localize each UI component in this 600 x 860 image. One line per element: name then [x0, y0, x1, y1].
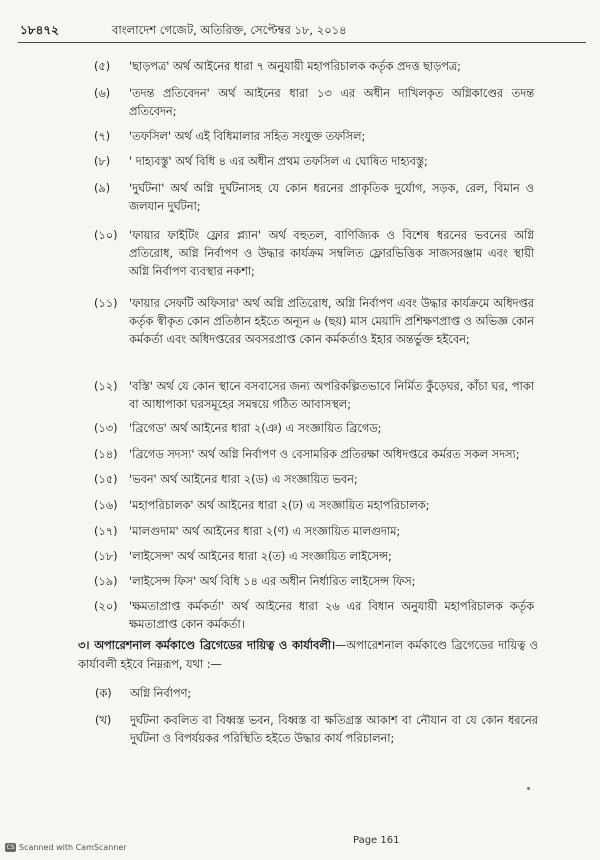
definition-number: (১৫): [94, 473, 118, 486]
definition-text: 'দুর্ঘটনা' অর্থ অগ্নি দুর্ঘটনাসহ যে কোন ধরনের প্রাকৃতিক দুর্যোগ, সড়ক, রেল, বিমান ও জলযান দুর্ঘটনা;: [129, 182, 534, 213]
definition-text: 'ফায়ার ফাইটিং ফ্লোর প্ল্যান' অর্থ বহুতল, বাণিজ্যিক ও বিশেষ ধরনের ভবনের অগ্নি প্রতিরোধ, অগ্নি নির্বাপণ ও উদ্ধার কার্যক্রম সম্বলিত ফ্লোরভিত্তিক সাজসরঞ্জাম এবং স্থায়ী অগ্নি নির্বাপণ ব্যবস্থার নকশা;: [129, 229, 534, 278]
definition-number: (৬): [94, 87, 111, 100]
definition-text: 'ভবন' অর্থ আইনের ধারা ২(ড) এ সংজ্ঞায়িত ভবন;: [129, 473, 358, 486]
page-header: [0, 20, 600, 42]
definition-text: 'তদন্ত প্রতিবেদন' অর্থ আইনের ধারা ১৩ এর অধীন দাখিলকৃত অগ্নিকাণ্ডের তদন্ত প্রতিবেদন;: [129, 87, 534, 118]
definition-number: (২০): [94, 600, 118, 613]
definition-text: 'লাইসেন্স' অর্থ আইনের ধারা ২(ত) এ সংজ্ঞায়িত লাইসেন্স;: [129, 550, 392, 563]
definition-number: (১৬): [94, 499, 118, 512]
section-item-number: (ক): [95, 687, 112, 700]
definition-text: 'বস্তি' অর্থ যে কোন স্থানে বসবাসের জন্য অপরিকল্পিতভাবে নির্মিত কুঁড়েঘর, কাঁচা ঘর, পাকা বা আধাপাকা ঘরসমূহের সমন্বয়ে গঠিত আবাসস্থল;: [129, 380, 534, 411]
definition-text: 'ব্রিগেড' অর্থ আইনের ধারা ২(ঞ) এ সংজ্ঞায়িত ব্রিগেড;: [129, 422, 382, 435]
definition-text: 'মহাপরিচালক' অর্থ আইনের ধারা ২(ঢ) এ সংজ্ঞায়িত মহাপরিচালক;: [129, 499, 430, 512]
section-heading: ৩। অপারেশনাল কর্মকাণ্ডে ব্রিগেডের দায়িত্ব ও কার্যাবলী।: [78, 639, 336, 652]
definition-text: 'লাইসেন্স ফিস' অর্থ বিধি ১৪ এর অধীন নির্ধারিত লাইসেন্স ফিস;: [129, 575, 416, 588]
section-item-text: দুর্ঘটনা কবলিত বা বিধ্বস্ত ভবন, বিধ্বস্ত বা ক্ষতিগ্রস্ত আকাশ বা নৌযান বা যে কোন ধরনের দুর্ঘটনা ও বিপর্যয়কর পরিস্থিতি হইতে উদ্ধার কার্য পরিচালনা;: [130, 714, 538, 745]
definition-text: 'ছাড়পত্র' অর্থ আইনের ধারা ৭ অনুযায়ী মহাপরিচালক কর্তৃক প্রদত্ত ছাড়পত্র;: [129, 60, 461, 73]
definition-number: (১১): [94, 297, 118, 310]
definition-number: (১৩): [94, 422, 118, 435]
definition-number: (৯): [94, 182, 111, 195]
definition-text: ' দাহ্যবস্তু' অর্থ বিধি ৪ এর অধীন প্রথম তফসিল এ ঘোষিত দাহ্যবস্তু;: [129, 155, 428, 168]
footer-page-label: Page 161: [353, 835, 400, 846]
definition-number: (৮): [94, 155, 111, 168]
header-rule: [18, 42, 586, 43]
definition-number: (১৯): [94, 575, 118, 588]
definition-text: 'মালগুদাম' অর্থ আইনের ধারা ২(ণ) এ সংজ্ঞায়িত মালগুদাম;: [129, 525, 401, 538]
scan-speck: [527, 787, 530, 790]
definition-number: (১৮): [94, 550, 118, 563]
section-3: [78, 636, 538, 674]
scanner-watermark: [5, 843, 127, 852]
definition-text: 'ব্রিগেড সদস্য' অর্থ অগ্নি নির্বাপণ ও বেসামরিক প্রতিরক্ষা অধিদপ্তরে কর্মরত সকল সদস্য;: [129, 448, 520, 461]
gazette-title: বাংলাদেশ গেজেট, অতিরিক্ত, সেপ্টেম্বর ১৮, ২০১৪: [112, 23, 347, 37]
definition-number: (৭): [94, 130, 111, 143]
scanner-text: Scanned with CamScanner: [19, 843, 127, 852]
definition-number: (১২): [94, 380, 118, 393]
definition-number: (১০): [94, 229, 118, 242]
camscanner-logo-icon: CS: [6, 844, 15, 851]
section-body: —অপারেশনাল কর্মকাণ্ডে ব্রিগেডের দায়িত্ব ও কার্যাবলী হইবে নিম্নরূপ, যথা :—: [78, 639, 538, 671]
definition-number: (১৪): [94, 448, 118, 461]
definition-number: (৫): [94, 60, 111, 73]
page-number: ১৮৪৭২: [20, 23, 59, 37]
section-item-number: (খ): [95, 714, 112, 727]
definition-number: (১৭): [94, 525, 118, 538]
definition-text: 'তফসিল' অর্থ এই বিধিমালার সহিত সংযুক্ত তফসিল;: [129, 130, 366, 143]
definition-text: 'ফায়ার সেফটি অফিসার' অর্থ অগ্নি প্রতিরোধ, অগ্নি নির্বাপণ এবং উদ্ধার কার্যক্রমে অধিদপ্তর কর্তৃক স্বীকৃত কোন প্রতিষ্ঠান হইতে অন্যূন ৬ (ছয়) মাস মেয়াদি প্রশিক্ষণপ্রাপ্ত ও অভিজ্ঞ কোন কর্মকর্তা এবং অধিদপ্তরের অবসরপ্রাপ্ত কোন কর্মকর্তাও ইহার অন্তর্ভুক্ত হইবেন;: [129, 297, 534, 346]
definition-text: 'ক্ষমতাপ্রাপ্ত কর্মকর্তা' অর্থ আইনের ধারা ২৬ এর বিধান অনুযায়ী মহাপরিচালক কর্তৃক ক্ষমতাপ্রাপ্ত কোন কর্মকর্তা।: [129, 600, 534, 631]
section-item-text: অগ্নি নির্বাপণ;: [130, 687, 192, 700]
